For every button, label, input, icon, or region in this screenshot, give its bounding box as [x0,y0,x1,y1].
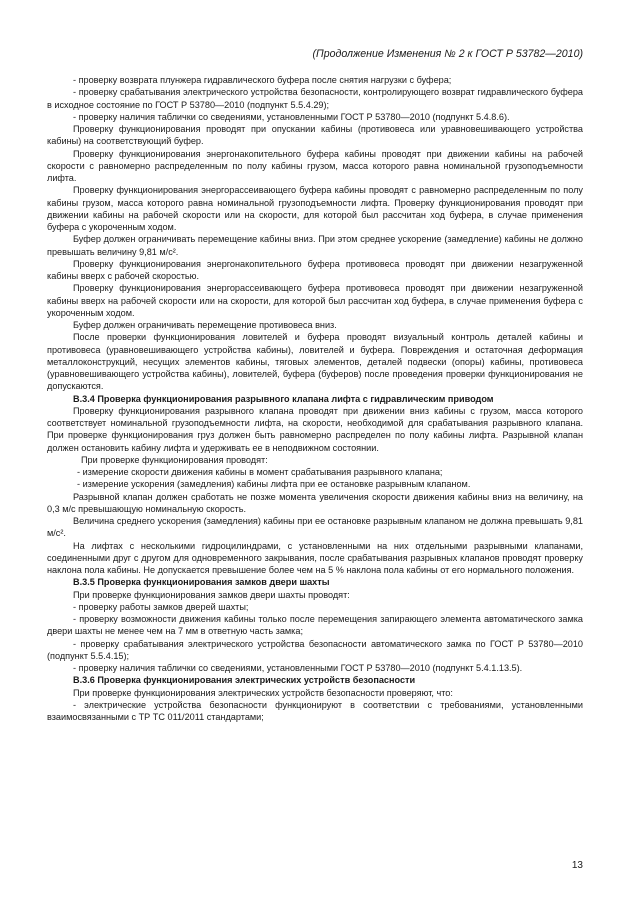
paragraph: - проверку срабатывания электрического устройства безопасности, контролирующего возврат гидравлического буфера в исходное состояние по ГОСТ Р 53780—2010 (подпункт 5.5.4.29); [47,87,583,110]
list-item: - проверку наличия таблички со сведениями, установленными ГОСТ Р 53780—2010 (подпункт 5.4.1.13.5). [73,663,523,673]
paragraph: При проверке функционирования замков двери шахты проводят: [73,589,350,600]
continuation-header: (Продолжение Изменения № 2 к ГОСТ Р 53782—2010) [312,48,583,60]
document-body [47,74,583,723]
paragraph: - проверку возврата плунжера гидравлического буфера после снятия нагрузки с буфера; [73,75,452,85]
paragraph: Проверку функционирования энергорассеивающего буфера кабины проводят с равномерно распределенным по полу кабины грузом, масса которого равна номинальной грузоподъемности лифта. Проверку функционирования проводят при движении кабины на рабочей скорости или на скорости, для которой был рассчитан ход буфера, в случае применения буфера с укороченным ходом. [47,185,583,232]
paragraph: Проверку функционирования разрывного клапана проводят при движении вниз кабины с грузом, масса которого соответствует номинальной грузоподъемности лифта, на скорости, необходимой для срабатывания разрывного клапана. При проверке функционирования груз должен быть равномерно распределен по полу кабины лифта. Разрывной клапан должен остановить кабину лифта и удерживать ее в неподвижном состоянии. [47,405,583,453]
paragraph: Проверку функционирования проводят при опускании кабины (противовеса или уравновешивающего устройства кабины) на соответствующий буфер. [47,124,583,147]
paragraph: Проверку функционирования энергонакопительного буфера кабины проводят при движении кабины на рабочей скорости с равномерно распределенным по полу кабины грузом, масса которого равна номинальной грузоподъемности лифта. [47,148,583,183]
paragraph: После проверки функционирования ловителей и буфера проводят визуальный контроль деталей кабины и противовеса (уравновешивающего устройства кабины), ловителей и буфера. Повреждения и остаточная деформация металлоконструкций, несущих элементов кабины, тяговых элементов, деталей подвески (опоры) кабины, противовеса (уравновешивающего устройства кабины), ловителей, буфера (буферов) после проведения проверки функционирования не допускаются. [47,332,583,392]
paragraph: Величина среднего ускорения (замедления) кабины при ее остановке разрывным клапаном не должна превышать 9,81 м/с². [47,516,583,539]
list-item: - измерение скорости движения кабины в момент срабатывания разрывного клапана; [77,467,443,477]
paragraph: Разрывной клапан должен сработать не позже момента увеличения скорости движения кабины вниз на величину, на 0,3 м/с превышающую номинальную скорость. [47,491,583,514]
paragraph: При проверке функционирования электрических устройств безопасности проверяют, что: [73,687,453,698]
section-heading: В.3.6 Проверка функционирования электрических устройств безопасности [73,675,416,686]
paragraph: На лифтах с несколькими гидроцилиндрами, с установленными на них отдельными разрывными клапанами, соединенными друг с другом для одновременного закрывания, после срабатывания разрывных клапанов проводят проверку наклона пола кабины. Не допускается превышение более чем на 5 % наклона пола кабины от его нормального положения. [47,540,583,575]
page-number: 13 [571,860,583,871]
paragraph: - проверку наличия таблички со сведениями, установленными ГОСТ Р 53780—2010 (подпункт 5.4.8.6). [73,111,510,122]
list-item: - электрические устройства безопасности функционируют в соответствии с требованиями, установленными взаимосвязанными с ТР ТС 011/2011 стандартами; [47,699,583,722]
section-heading: В.3.4 Проверка функционирования разрывного клапана лифта с гидравлическим приводом [73,393,494,404]
paragraph: Проверку функционирования энергорассеивающего буфера противовеса проводят при движении незагруженной кабины вверх на рабочей скорости или на скорости, для которой был рассчитан ход буфера, в случае применения буфера с укороченным ходом. [47,283,583,318]
list-item: - измерение ускорения (замедления) кабины лифта при ее остановке разрывным клапаном. [77,479,471,490]
paragraph: Проверку функционирования энергонакопительного буфера противовеса проводят при движении незагруженной кабины вверх с рабочей скоростью. [47,258,583,281]
paragraph: Буфер должен ограничивать перемещение противовеса вниз. [73,320,337,330]
list-item: - проверку возможности движения кабины только после перемещения запирающего элемента автоматического замка двери шахты не менее чем на 7 мм в ответную часть замка; [47,614,583,637]
paragraph: При проверке функционирования проводят: [81,454,268,465]
list-item: - проверку срабатывания электрического устройства безопасности автоматического замка по ГОСТ Р 53780—2010 (подпункт 5.5.4.15); [47,638,583,661]
list-item: - проверку работы замков дверей шахты; [73,601,249,612]
paragraph: Буфер должен ограничивать перемещение кабины вниз. При этом среднее ускорение (замедление) кабины не должно превышать величину 9,81 м/с². [47,234,583,257]
section-heading: В.3.5 Проверка функционирования замков двери шахты [73,577,330,588]
